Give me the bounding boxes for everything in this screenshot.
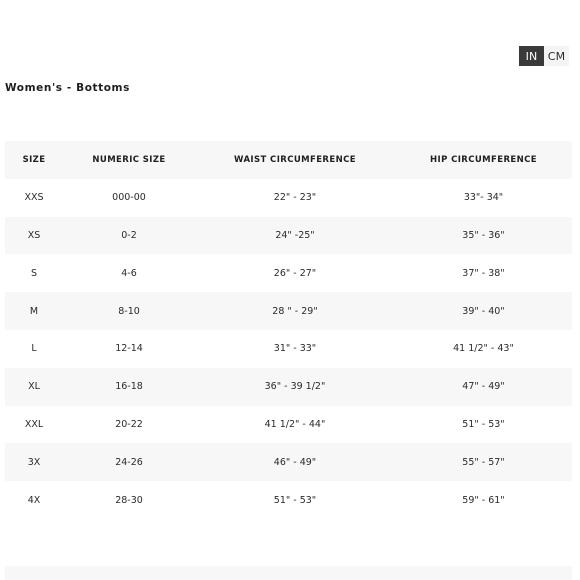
cell-hip: 41 1/2" - 43" (453, 343, 514, 355)
header-hip-circumference: HIP CIRCUMFERENCE (395, 141, 572, 179)
cell-size: S (30, 267, 38, 279)
table-row (5, 217, 572, 255)
cell-numeric-size: 8-10 (63, 292, 195, 330)
header-waist-circumference: WAIST CIRCUMFERENCE (195, 141, 395, 179)
table-header-row (5, 141, 572, 179)
cell-hip: 55" - 57" (395, 443, 572, 481)
header-numeric-size: NUMERIC SIZE (63, 141, 195, 179)
size-chart-table (5, 141, 572, 519)
cell-numeric-size: 000-00 (112, 192, 146, 204)
section-title: Women's - Bottoms (5, 82, 130, 94)
cell-waist: 28 " - 29" (195, 292, 395, 330)
cell-hip: 33"- 34" (463, 192, 504, 204)
cell-numeric-size: 4-6 (121, 267, 137, 279)
table-row (5, 368, 572, 406)
table-row (5, 292, 572, 330)
cell-size: XS (5, 217, 63, 255)
cell-numeric-size: 16-18 (63, 368, 195, 406)
cell-waist: 31" - 33" (273, 343, 317, 355)
cell-size: 4X (27, 494, 41, 506)
cell-hip: 39" - 40" (395, 292, 572, 330)
cell-hip: 37" - 38" (462, 267, 505, 279)
cell-numeric-size: 20-22 (115, 418, 143, 430)
unit-centimeters-button[interactable]: CM (544, 46, 569, 66)
unit-inches-button[interactable]: IN (519, 46, 544, 66)
table-row (5, 443, 572, 481)
table-row (5, 330, 572, 368)
table-row (5, 254, 572, 292)
next-table-header-strip (5, 566, 572, 580)
cell-hip: 59" - 61" (462, 494, 505, 506)
cell-waist: 26" - 27" (273, 267, 317, 279)
cell-waist: 41 1/2" - 44" (264, 418, 326, 430)
cell-size: M (5, 292, 63, 330)
cell-waist: 46" - 49" (195, 443, 395, 481)
cell-waist: 51" - 53" (273, 494, 317, 506)
table-row (5, 179, 572, 217)
cell-hip: 51" - 53" (462, 418, 505, 430)
unit-toggle (519, 46, 569, 66)
cell-numeric-size: 0-2 (63, 217, 195, 255)
cell-hip: 35" - 36" (395, 217, 572, 255)
table-row (5, 481, 572, 519)
cell-numeric-size: 28-30 (115, 494, 143, 506)
cell-size: XXS (24, 192, 44, 204)
cell-size: L (31, 343, 37, 355)
cell-numeric-size: 24-26 (63, 443, 195, 481)
cell-waist: 22" - 23" (273, 192, 317, 204)
cell-waist: 24" -25" (195, 217, 395, 255)
cell-size: XL (5, 368, 63, 406)
cell-numeric-size: 12-14 (115, 343, 143, 355)
cell-size: XXL (24, 418, 44, 430)
header-size: SIZE (5, 141, 63, 179)
cell-hip: 47" - 49" (395, 368, 572, 406)
cell-size: 3X (5, 443, 63, 481)
cell-waist: 36" - 39 1/2" (195, 368, 395, 406)
table-row (5, 406, 572, 444)
